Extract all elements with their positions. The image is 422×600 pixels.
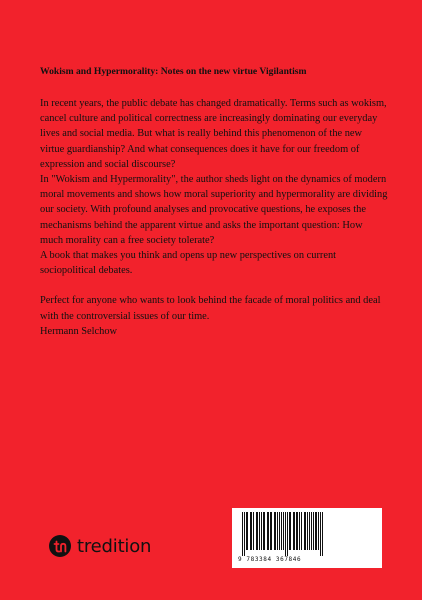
barcode-bars — [240, 512, 374, 556]
barcode-bar — [250, 512, 252, 550]
barcode-bar — [322, 512, 323, 556]
barcode-bar — [281, 512, 282, 550]
barcode-bar — [279, 512, 280, 550]
barcode-bar — [287, 512, 288, 556]
barcode-bar — [315, 512, 317, 550]
barcode-bar — [299, 512, 300, 550]
barcode-bar — [313, 512, 314, 550]
barcode-bar — [318, 512, 319, 550]
barcode-bar — [301, 512, 302, 550]
isbn-number: 9 783384 367846 — [238, 556, 302, 563]
barcode-bar — [289, 512, 291, 550]
barcode-bar — [270, 512, 272, 550]
barcode-bar — [256, 512, 258, 550]
barcode-bar — [283, 512, 284, 550]
blurb-paragraph: In "Wokism and Hypermorality", the author sheds light on the dynamics of modern moral movements and shows how moral superiority and hypermorality are dividing our society. With profound analyses and provocative questions, he exposes the mechanisms behind the apparent virtue and asks the important question: How much morality can a free society tolerate? — [40, 174, 388, 246]
book-title: Wokism and Hypermorality: Notes on the new virtue Vigilantism — [40, 66, 307, 77]
barcode-bar — [242, 512, 243, 556]
barcode-bar — [277, 512, 278, 550]
barcode-bar — [311, 512, 312, 550]
barcode-bar — [253, 512, 254, 550]
barcode-bar — [267, 512, 269, 550]
publisher-mark — [49, 535, 151, 557]
tredition-logo-icon — [49, 535, 71, 557]
isbn-barcode — [232, 508, 382, 568]
barcode-bar — [304, 512, 306, 550]
paragraph-spacer — [40, 278, 388, 293]
barcode-bar — [274, 512, 276, 550]
barcode-bar — [293, 512, 295, 550]
barcode-bar — [259, 512, 260, 550]
barcode-bar — [320, 512, 321, 556]
barcode-bar — [296, 512, 298, 550]
blurb-paragraph: In recent years, the public debate has changed dramatically. Terms such as wokism, cancel culture and political correctness are increasingly dominating our everyday lives and social media. But what is really behind this phenomenon of the new virtue guardianship? And what consequences does it have for our freedom of expression and social discourse? — [40, 98, 387, 170]
author-name: Hermann Selchow — [40, 325, 118, 337]
barcode-bar — [244, 512, 245, 556]
barcode-bar — [261, 512, 262, 550]
blurb-paragraph: A book that makes you think and opens up new perspectives on current sociopolitical debates. — [40, 250, 337, 277]
barcode-bar — [307, 512, 308, 550]
blurb-paragraph: Perfect for anyone who wants to look behind the facade of moral politics and deal with the controversial issues of our time. — [40, 295, 381, 322]
barcode-bar — [285, 512, 286, 556]
barcode-bar — [263, 512, 265, 550]
publisher-name: tredition — [77, 535, 152, 557]
barcode-bar — [246, 512, 248, 550]
blurb — [40, 96, 388, 339]
barcode-bar — [309, 512, 310, 550]
